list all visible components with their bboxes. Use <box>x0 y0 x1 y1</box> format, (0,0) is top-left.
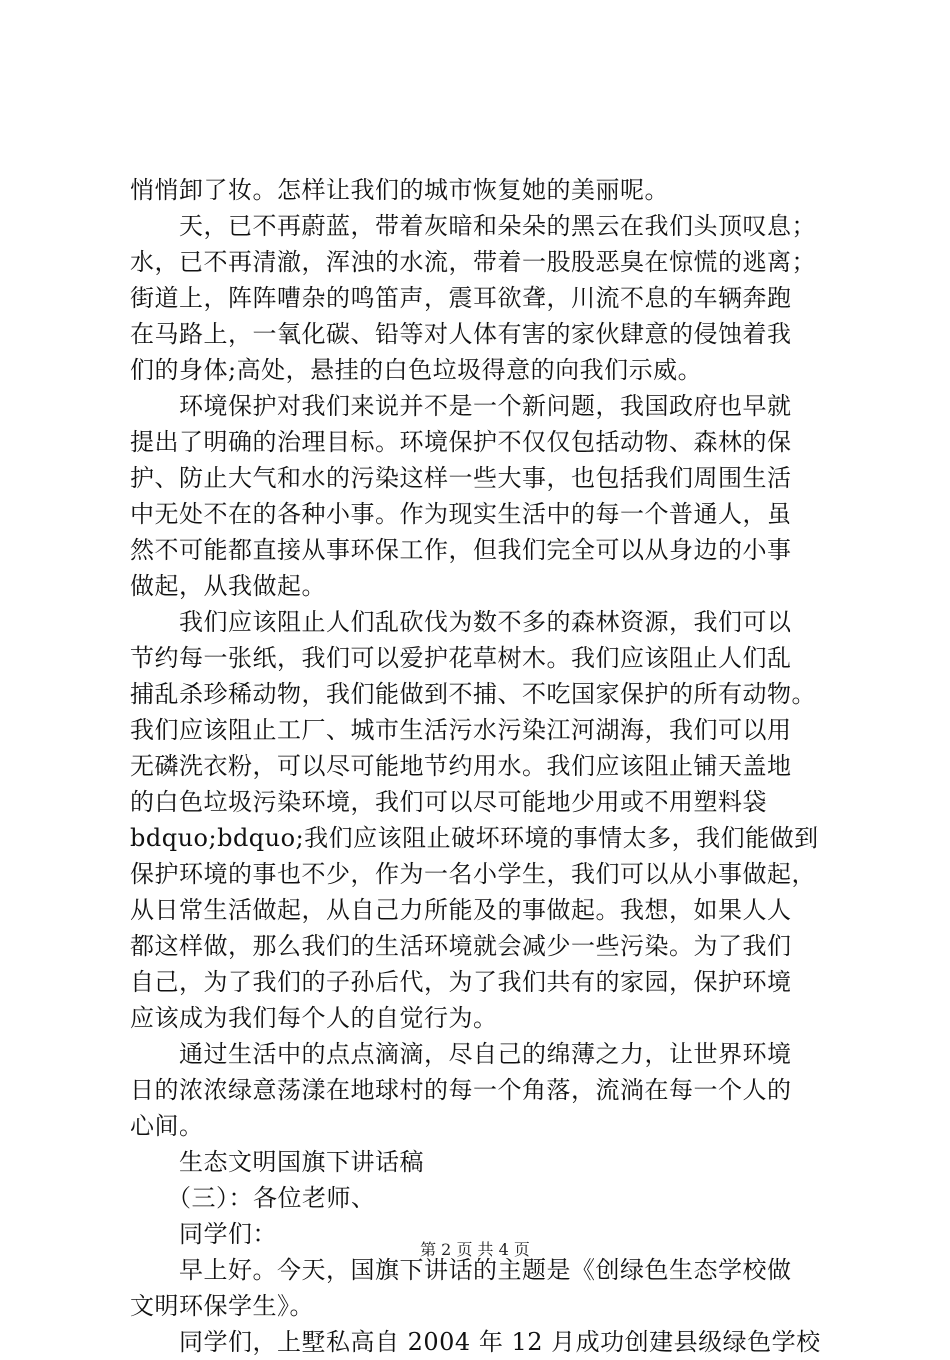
text-line: 日的浓浓绿意荡漾在地球村的每一个角落，流淌在每一个人的 <box>130 1076 792 1104</box>
text-line: 水，已不再清澈，浑浊的水流，带着一股股恶臭在惊慌的逃离； <box>130 248 816 276</box>
text-line: 自己，为了我们的子孙后代，为了我们共有的家园，保护环境 <box>130 968 792 996</box>
text-line: 在马路上，一氧化碳、铅等对人体有害的家伙肆意的侵蚀着我 <box>130 320 792 348</box>
text-line: 同学们，上墅私高自 2004 年 12 月成功创建县级绿色学校 <box>130 1328 821 1356</box>
text-line: 从日常生活做起，从自己力所能及的事做起。我想，如果人人 <box>130 896 792 924</box>
text-line: 我们应该阻止人们乱砍伐为数不多的森林资源，我们可以 <box>130 608 792 636</box>
text-line: bdquo;bdquo;我们应该阻止破坏环境的事情太多，我们能做到 <box>130 824 819 852</box>
text-line: 提出了明确的治理目标。环境保护不仅仅包括动物、森林的保 <box>130 428 792 456</box>
text-line: 做起，从我做起。 <box>130 572 326 600</box>
text-line: 生态文明国旗下讲话稿 <box>130 1148 424 1176</box>
text-line: 同学们： <box>130 1220 277 1248</box>
text-line: 护、防止大气和水的污染这样一些大事，也包括我们周围生活 <box>130 464 792 492</box>
text-line: 早上好。今天，国旗下讲话的主题是《创绿色生态学校做 <box>130 1256 792 1284</box>
text-line: 都这样做，那么我们的生活环境就会减少一些污染。为了我们 <box>130 932 792 960</box>
text-line: 的白色垃圾污染环境，我们可以尽可能地少用或不用塑料袋 <box>130 788 767 816</box>
text-line: 悄悄卸了妆。怎样让我们的城市恢复她的美丽呢。 <box>130 176 669 204</box>
document-body <box>130 172 842 1360</box>
text-line: 们的身体;高处，悬挂的白色垃圾得意的向我们示威。 <box>130 356 703 384</box>
text-line: 无磷洗衣粉，可以尽可能地节约用水。我们应该阻止铺天盖地 <box>130 752 792 780</box>
text-line: 环境保护对我们来说并不是一个新问题，我国政府也早就 <box>130 392 792 420</box>
text-line: 文明环保学生》。 <box>130 1292 314 1320</box>
text-line: 然不可能都直接从事环保工作，但我们完全可以从身边的小事 <box>130 536 792 564</box>
text-line: 捕乱杀珍稀动物，我们能做到不捕、不吃国家保护的所有动物。 <box>130 680 816 708</box>
text-line: 我们应该阻止工厂、城市生活污水污染江河湖海，我们可以用 <box>130 716 792 744</box>
text-line: 节约每一张纸，我们可以爱护花草树木。我们应该阻止人们乱 <box>130 644 792 672</box>
text-line: （三）：各位老师、 <box>130 1184 376 1212</box>
text-line: 通过生活中的点点滴滴，尽自己的绵薄之力，让世界环境 <box>130 1040 792 1068</box>
page-footer: 第 2 页 共 4 页 <box>420 1240 530 1259</box>
text-line: 保护环境的事也不少，作为一名小学生，我们可以从小事做起， <box>130 860 816 888</box>
text-line: 应该成为我们每个人的自觉行为。 <box>130 1004 498 1032</box>
text-line: 天，已不再蔚蓝，带着灰暗和朵朵的黑云在我们头顶叹息； <box>130 212 816 240</box>
text-line: 心间。 <box>130 1112 204 1140</box>
text-line: 中无处不在的各种小事。作为现实生活中的每一个普通人，虽 <box>130 500 792 528</box>
text-line: 街道上，阵阵嘈杂的鸣笛声，震耳欲聋，川流不息的车辆奔跑 <box>130 284 792 312</box>
